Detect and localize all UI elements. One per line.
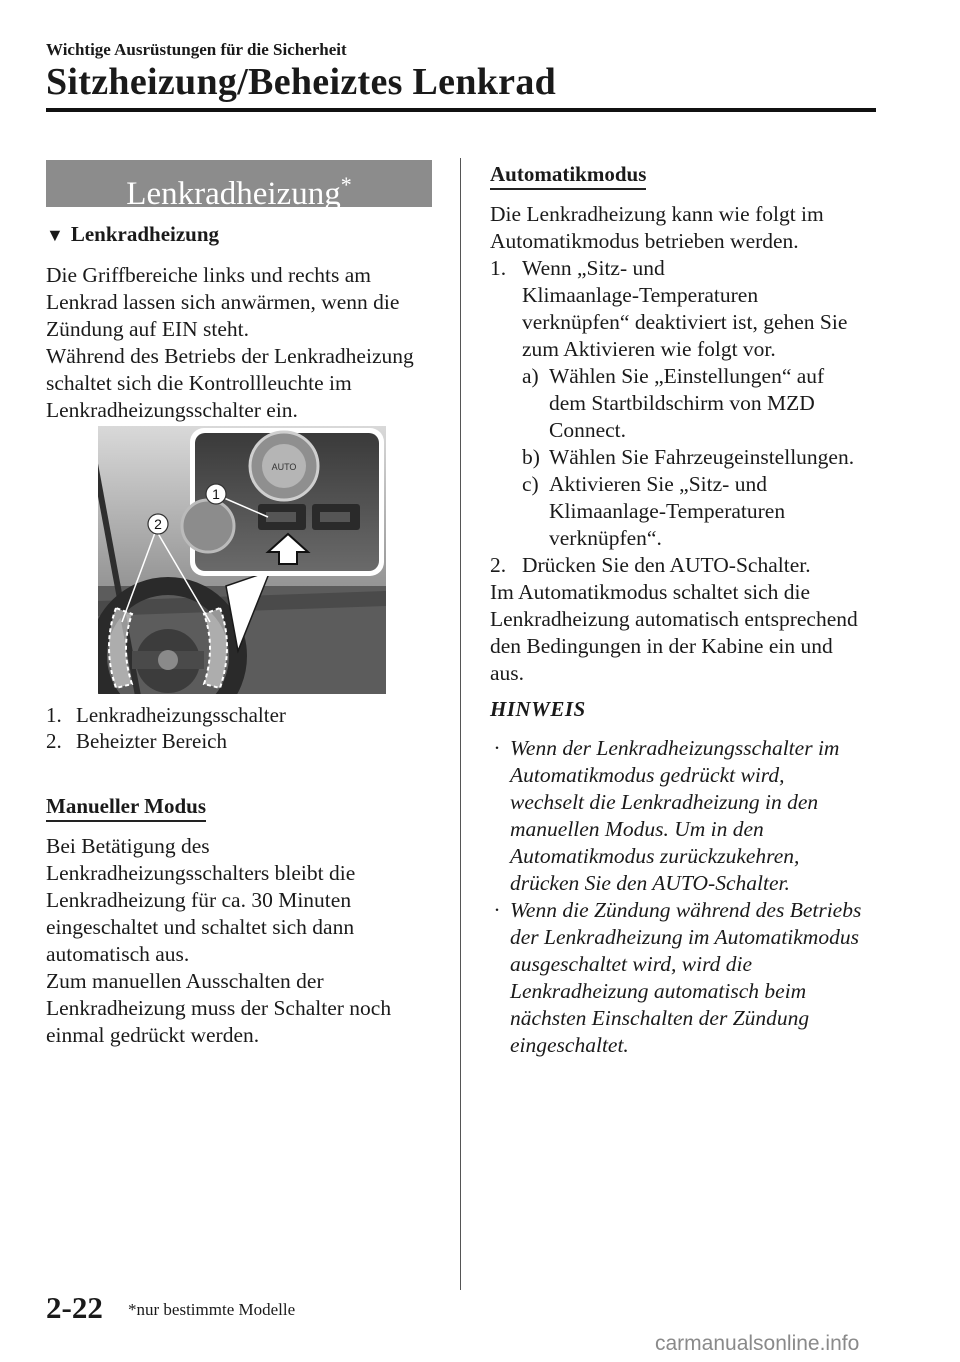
text-line: wechselt die Lenkradheizung in den (510, 790, 819, 814)
text-line: Zum manuellen Ausschalten der (46, 969, 324, 993)
triangle-down-icon: ▼ (46, 225, 64, 245)
text-line: Klimaanlage-Temperaturen (549, 499, 786, 523)
header-rule (46, 108, 876, 112)
bullet-icon: · (494, 898, 500, 922)
text-line: Connect. (549, 418, 627, 442)
text-line: Wenn der Lenkradheizungsschalter im (510, 736, 840, 760)
text-line: Lenkradheizung muss der Schalter noch (46, 996, 392, 1020)
text-line: automatisch aus. (46, 942, 190, 966)
optional-equipment-mark: * (340, 172, 352, 197)
intro-paragraph (46, 262, 414, 424)
text-line: schaltet sich die Kontrollleuchte im (46, 371, 352, 395)
text-line: Die Lenkradheizung kann wie folgt im (490, 202, 824, 226)
auto-mode-heading: Automatikmodus (490, 162, 646, 187)
note-item-2 (494, 897, 861, 1059)
step-number: 2. (490, 553, 507, 577)
substep-label: a) (522, 364, 539, 388)
text-line: Automatikmodus gedrückt wird, (510, 763, 785, 787)
text-line: Klimaanlage-Temperaturen (522, 283, 759, 307)
page-number: 2-22 (46, 1290, 103, 1325)
text-line: Lenkradheizung automatisch beim (510, 979, 807, 1003)
substep-c (522, 471, 785, 552)
text-line: Lenkradheizungsschalter ein. (46, 398, 298, 422)
manual-mode-heading: Manueller Modus (46, 794, 206, 819)
figure-caption-1 (46, 703, 286, 728)
callout-2-label: 2 (154, 516, 162, 532)
text-line: Zündung auf EIN steht. (46, 317, 250, 341)
text-line: Wählen Sie „Einstellungen“ auf (549, 364, 825, 388)
text-line: Lenkrad lassen sich anwärmen, wenn die (46, 290, 400, 314)
note-label: HINWEIS (490, 697, 586, 721)
caption-text: Beheizter Bereich (76, 729, 227, 753)
manual-mode-paragraph (46, 833, 391, 1049)
text-line: verknüpfen“ deaktiviert ist, gehen Sie (522, 310, 848, 334)
caption-text: Lenkradheizungsschalter (76, 703, 286, 727)
caption-number: 2. (46, 729, 62, 753)
page-title: Sitzheizung/Beheiztes Lenkrad (46, 61, 557, 103)
text-line: Wenn „Sitz- und (522, 256, 665, 280)
auto-mode-intro (490, 201, 824, 255)
step-number: 1. (490, 256, 507, 280)
step-1 (490, 255, 847, 363)
text-line: Drücken Sie den AUTO-Schalter. (522, 553, 811, 577)
substep-label: c) (522, 472, 539, 496)
step-2 (490, 552, 811, 579)
text-line: Die Griffbereiche links und rechts am (46, 263, 371, 287)
watermark: carmanualsonline.info (655, 1332, 860, 1355)
text-line: Bei Betätigung des (46, 834, 210, 858)
section-banner-title: Lenkradheizung (126, 176, 341, 212)
text-line: eingeschaltet. (510, 1033, 629, 1057)
text-line: Im Automatikmodus schaltet sich die (490, 580, 811, 604)
section-banner (46, 160, 432, 212)
text-line: Automatikmodus zurückzukehren, (510, 844, 800, 868)
callout-1-label: 1 (212, 486, 220, 502)
steering-wheel-illustration (98, 426, 386, 694)
text-line: den Bedingungen in der Kabine ein und (490, 634, 833, 658)
caption-number: 1. (46, 703, 62, 727)
text-line: Lenkradheizungsschalters bleibt die (46, 861, 356, 885)
text-line: Automatikmodus betrieben werden. (490, 229, 799, 253)
text-line: drücken Sie den AUTO-Schalter. (510, 871, 790, 895)
text-line: einmal gedrückt werden. (46, 1023, 260, 1047)
column-divider (460, 158, 461, 1290)
text-line: zum Aktivieren wie folgt vor. (522, 337, 776, 361)
footnote: *nur bestimmte Modelle (128, 1300, 296, 1319)
text-line: Wenn die Zündung während des Betriebs (510, 898, 862, 922)
text-line: eingeschaltet und schaltet sich dann (46, 915, 355, 939)
substep-label: b) (522, 445, 540, 469)
text-line: der Lenkradheizung im Automatikmodus (510, 925, 859, 949)
breadcrumb: Wichtige Ausrüstungen für die Sicherheit (46, 40, 347, 59)
subsection-title: Lenkradheizung (70, 222, 220, 246)
text-line: dem Startbildschirm von MZD (549, 391, 815, 415)
text-line: ausgeschaltet wird, wird die (510, 952, 753, 976)
text-line: aus. (490, 661, 525, 685)
text-line: nächsten Einschalten der Zündung (510, 1006, 810, 1030)
substep-a (522, 363, 824, 444)
text-line: Lenkradheizung für ca. 30 Minuten (46, 888, 352, 912)
note-item-1 (494, 735, 839, 897)
text-line: manuellen Modus. Um in den (510, 817, 764, 841)
figure-caption-2 (46, 729, 227, 754)
auto-button-label: AUTO (271, 462, 297, 472)
text-line: Wählen Sie Fahrzeugeinstellungen. (549, 445, 855, 469)
auto-mode-summary (490, 579, 858, 687)
text-line: Aktivieren Sie „Sitz- und (549, 472, 767, 496)
text-line: verknüpfen“. (549, 526, 662, 550)
text-line: Während des Betriebs der Lenkradheizung (46, 344, 414, 368)
substep-b (522, 444, 854, 471)
bullet-icon: · (494, 736, 500, 760)
subsection-heading (46, 222, 219, 247)
text-line: Lenkradheizung automatisch entsprechend (490, 607, 858, 631)
